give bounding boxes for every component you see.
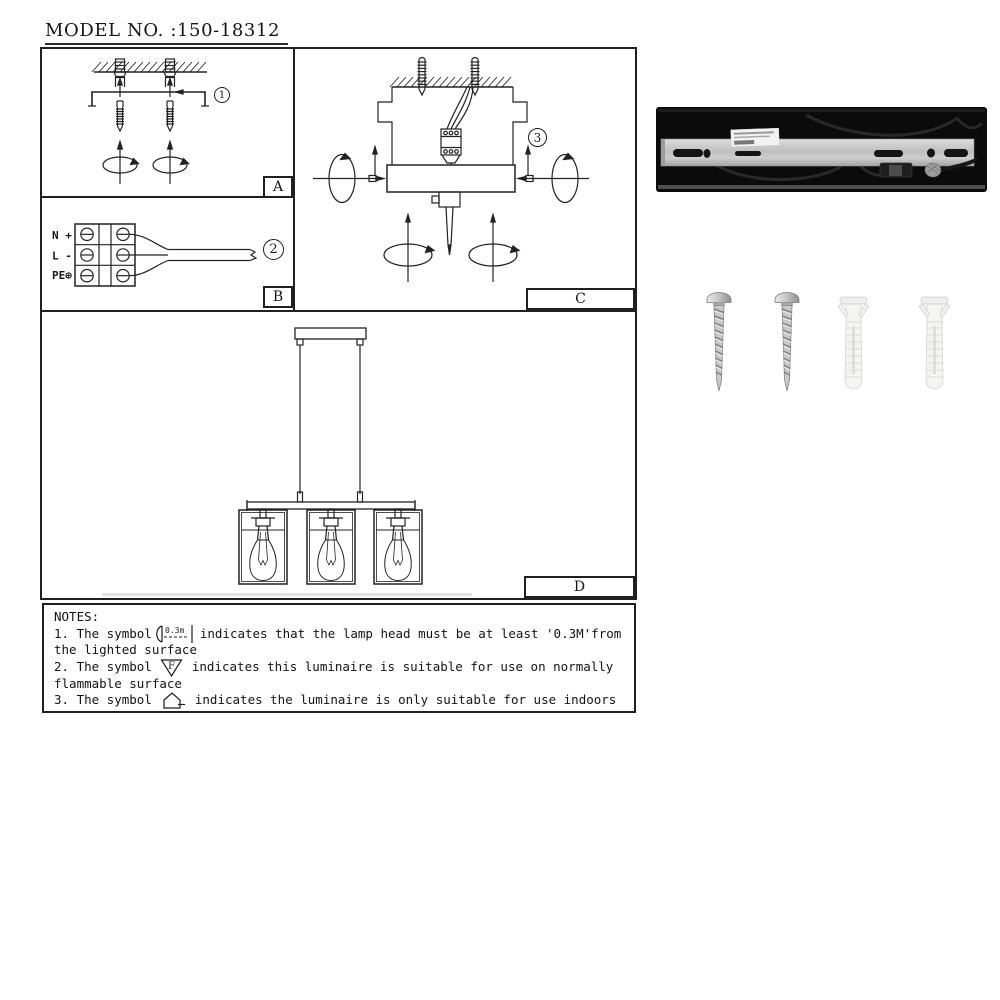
svg-text:F: F: [168, 660, 176, 672]
panel-tag-a: A: [263, 176, 293, 198]
panel-a-drill-and-plug: [42, 49, 295, 198]
instruction-figure: [40, 47, 637, 600]
wall-plug-photo: [916, 296, 953, 393]
svg-text:0.3m: 0.3m: [164, 626, 185, 636]
cage-shade-diagram: [239, 509, 422, 584]
flammable-f-icon: [160, 658, 183, 677]
rotation-arrow: [103, 142, 189, 185]
terminal-label-earth: PE⊕: [52, 269, 72, 282]
panel-tag-c: C: [526, 288, 635, 310]
panel-b-diagram: [42, 198, 293, 308]
model-number: MODEL NO. :150-18312: [45, 20, 288, 45]
screw-photo: [704, 288, 734, 394]
wire-diagram: [447, 87, 473, 129]
note-1-line-1: 1. The symbol 0.3m indicates that the lamp head must be at least '0.3M'from: [54, 626, 634, 643]
terminal-label-neutral: N +: [52, 229, 72, 242]
panel-a-diagram: [42, 49, 293, 196]
ceiling-plate-diagram: [295, 328, 366, 345]
bracket-photo: [656, 107, 987, 192]
ceiling-hatch: [92, 62, 207, 72]
panel-tag-b: B: [263, 286, 293, 308]
screw-diagram: [116, 101, 174, 131]
panel-c-canopy-mounting: [295, 49, 635, 312]
note-2-line-1: 2. The symbol F indicates this luminaire is suitable for use on normally: [54, 659, 634, 676]
note-3-line-1: 3. The symbol indicates the luminaire is only suitable for use indoors: [54, 692, 634, 709]
terminal-block-diagram: [441, 129, 461, 165]
step-marker-2: 2: [263, 239, 284, 260]
panel-c-diagram: [295, 49, 635, 310]
indoor-use-icon: [160, 691, 186, 710]
terminal-label-live: L -: [52, 249, 72, 263]
screw-diagram: [418, 58, 480, 96]
panel-b-wiring: [42, 198, 295, 312]
product-label: [731, 128, 780, 147]
photo-shadow: [102, 593, 472, 596]
mounting-bracket-diagram: [88, 90, 209, 106]
min-distance-icon: [153, 624, 199, 644]
wall-plug-photo: [835, 296, 872, 393]
suspension-rod-diagram: [446, 207, 453, 255]
panel-d-finished-luminaire: [42, 312, 635, 598]
screw-photo: [772, 288, 802, 394]
notes-heading: NOTES:: [54, 609, 100, 624]
terminal-labels: [52, 229, 72, 282]
mains-cable-diagram: [129, 234, 256, 275]
note-1-line-2: the lighted surface: [54, 642, 197, 658]
cable-connector-photo: [880, 163, 912, 177]
step-marker-3: 3: [528, 128, 547, 147]
suspension-wire: [298, 345, 363, 502]
rotation-arrow: [313, 147, 589, 283]
notes-box: [42, 603, 636, 713]
note-2-line-2: flammable surface: [54, 675, 182, 691]
panel-tag-d: D: [524, 576, 635, 598]
panel-d-diagram: [42, 312, 635, 598]
terminal-block-diagram: [75, 224, 135, 286]
step-marker-1: 1: [214, 87, 230, 103]
ceiling-hatch: [390, 77, 513, 87]
